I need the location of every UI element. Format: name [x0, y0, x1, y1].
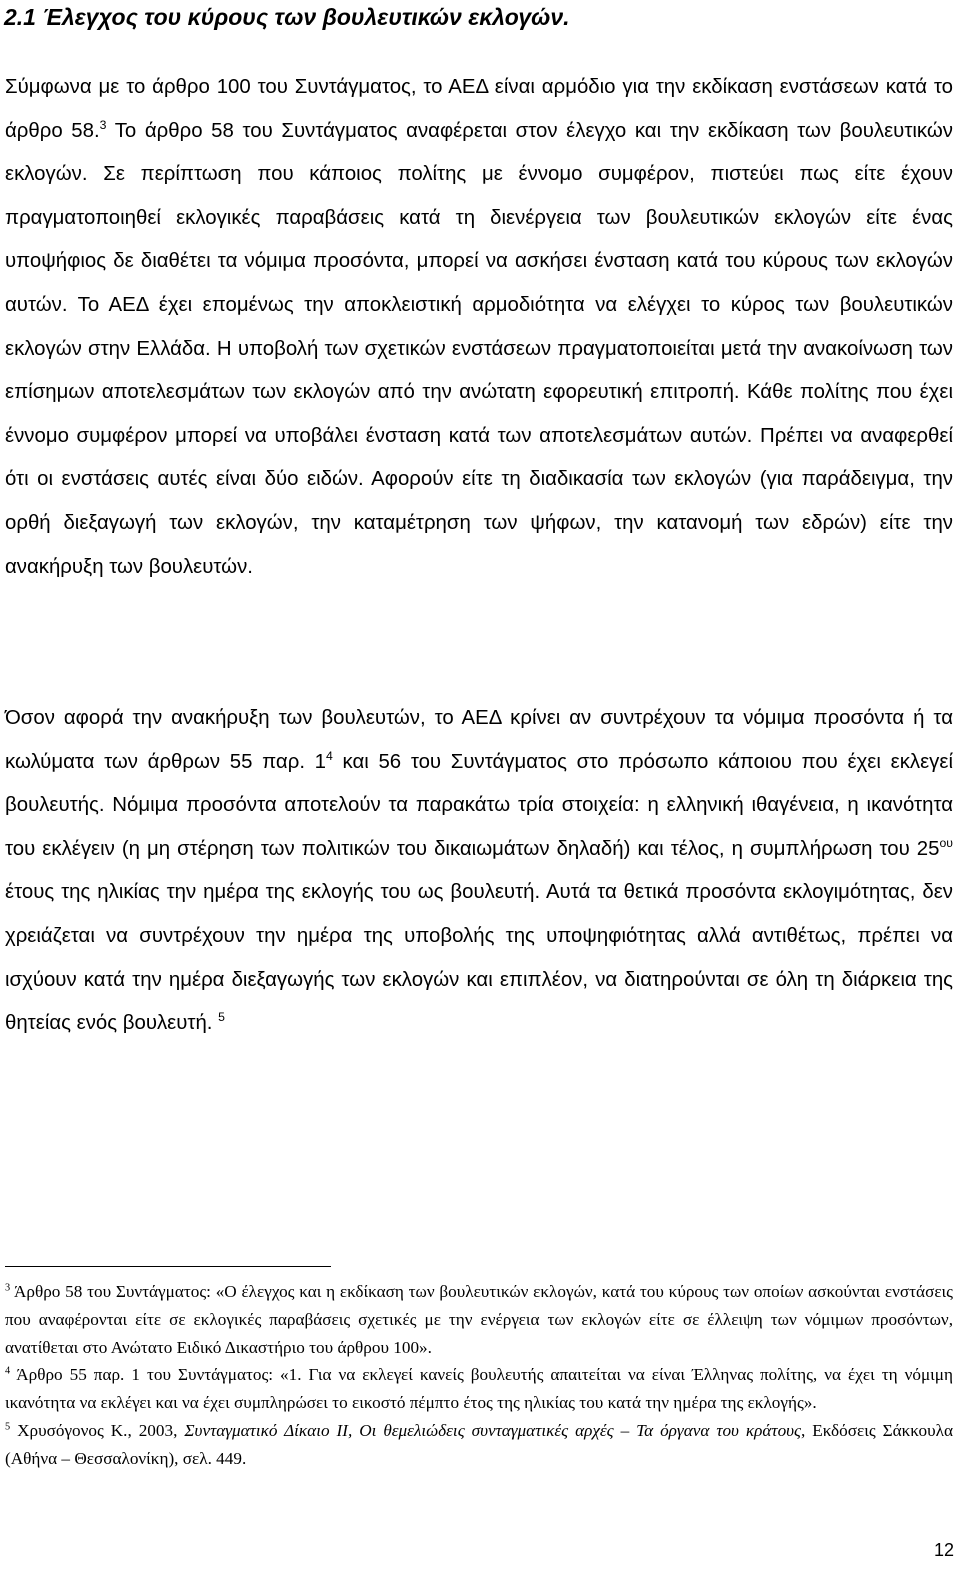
footnote-author: Χρυσόγονος Κ., 2003,	[17, 1420, 185, 1440]
footnote-ref-4[interactable]: 4	[326, 748, 333, 763]
footnote-text: Άρθρο 55 παρ. 1 του Συντάγματος: «1. Για να εκλεγεί κανείς βουλευτής απαιτείται να είναι Έλληνας πολίτης, να έχει τη νόμιμη ικανότητα να εκλέγει και να έχει συμπληρώσει το εικοστό πέμπτο έτος της ηλικίας του κατά την ημέρα της εκλογής».	[5, 1365, 953, 1413]
body-paragraph-2	[5, 697, 953, 1046]
paragraph-text: έτους της ηλικίας την ημέρα της εκλογής του ως βουλευτή. Αυτά τα θετικά προσόντα εκλογιμότητας, δεν χρειάζεται να συντρέχουν την ημέρα της υποβολής της υποψηφιότητας αλλά αντιθέτως, πρέπει να ισχύουν κατά την ημέρα διεξαγωγής των εκλογών και επιπλέον, να διατηρούνται σε όλη τη διάρκεια της θητείας ενός βουλευτή.	[5, 881, 953, 1035]
footnote-ref-5[interactable]: 5	[218, 1010, 225, 1025]
body-paragraph-1	[5, 66, 953, 589]
footnotes	[5, 1278, 953, 1473]
section-heading: 2.1 Έλεγχος του κύρους των βουλευτικών εκλογών.	[4, 4, 570, 30]
paragraph-text: Όσον αφορά την ανακήρυξη των βουλευτών, το ΑΕΔ κρίνει αν συντρέχουν τα νόμιμα προσόντα ή τα κωλύματα των άρθρων 55 παρ. 1	[5, 707, 953, 773]
footnote-number: 5	[5, 1421, 11, 1433]
footnote-publisher: , Εκδόσεις Σάκκουλα (Αθήνα – Θεσσαλονίκη), σελ. 449.	[5, 1420, 953, 1468]
footnote-number: 3	[5, 1282, 11, 1294]
footnote-number: 4	[5, 1365, 11, 1377]
footnote-text: Άρθρο 58 του Συντάγματος: «Ο έλεγχος και η εκδίκαση των βουλευτικών εκλογών, κατά του κύρους των οποίων ασκούνται ενστάσεις που αναφέρονται είτε σε εκλογικές παραβάσεις σχετικές με την ενέργεια των εκλογών είτε σε έλλειψη των νόμιμων προσόντων, ανατίθεται στο Ανώτατο Ειδικό Δικαστήριο του άρθρου 100».	[5, 1282, 953, 1357]
footnote-4	[5, 1361, 953, 1417]
footnote-separator	[5, 1266, 331, 1267]
footnote-ref-3[interactable]: 3	[99, 117, 107, 132]
paragraph-text: και 56 του Συντάγματος στο πρόσωπο κάποιου που έχει εκλεγεί βουλευτής. Νόμιμα προσόντα αποτελούν τα παρακάτω τρία στοιχεία: η ελληνική ιθαγένεια, η ικανότητα του εκλέγειν (η μη στέρηση των πολιτικών του δικαιωμάτων δηλαδή) και τέλος, η συμπλήρωση του 25	[5, 750, 953, 860]
paragraph-text: Σύμφωνα με το άρθρο 100 του Συντάγματος, το ΑΕΔ είναι αρμόδιο για την εκδίκαση ενστάσεων κατά το άρθρο 58.	[5, 76, 953, 142]
ordinal-suffix: ου	[939, 835, 953, 850]
paragraph-text: Το άρθρο 58 του Συντάγματος αναφέρεται στον έλεγχο και την εκδίκαση των βουλευτικών εκλογών. Σε περίπτωση που κάποιος πολίτης με έννομο συμφέρον, πιστεύει πως είτε έχουν πραγματοποιηθεί εκλογικές παραβάσεις κατά τη διενέργεια των βουλευτικών εκλογών είτε ένας υποψήφιος δε διαθέτει τα νόμιμα προσόντα, μπορεί να ασκήσει ένσταση κατά του κύρους των εκλογών αυτών. Το ΑΕΔ έχει επομένως την αποκλειστική αρμοδιότητα να ελέγχει το κύρος των βουλευτικών εκλογών στην Ελλάδα. Η υποβολή των σχετικών ενστάσεων πραγματοποιείται μετά την ανακοίνωση των επίσημων αποτελεσμάτων των εκλογών από την ανώτατη εφορευτική επιτροπή. Κάθε πολίτης που έχει έννομο συμφέρον μπορεί να υποβάλει ένσταση κατά των αποτελεσμάτων αυτών. Πρέπει να αναφερθεί ότι οι ενστάσεις αυτές είναι δύο ειδών. Αφορούν είτε τη διαδικασία των εκλογών (για παράδειγμα, την ορθή διεξαγωγή των εκλογών, την καταμέτρηση των ψήφων, την κατανομή των εδρών) είτε την ανακήρυξη των βουλευτών.	[5, 119, 953, 578]
footnote-5	[5, 1417, 953, 1473]
footnote-3	[5, 1278, 953, 1361]
page-number: 12	[933, 1540, 954, 1560]
footnote-book-title: Συνταγματικό Δίκαιο ΙΙ, Οι θεμελιώδεις συνταγματικές αρχές – Τα όργανα του κράτους	[184, 1420, 802, 1440]
